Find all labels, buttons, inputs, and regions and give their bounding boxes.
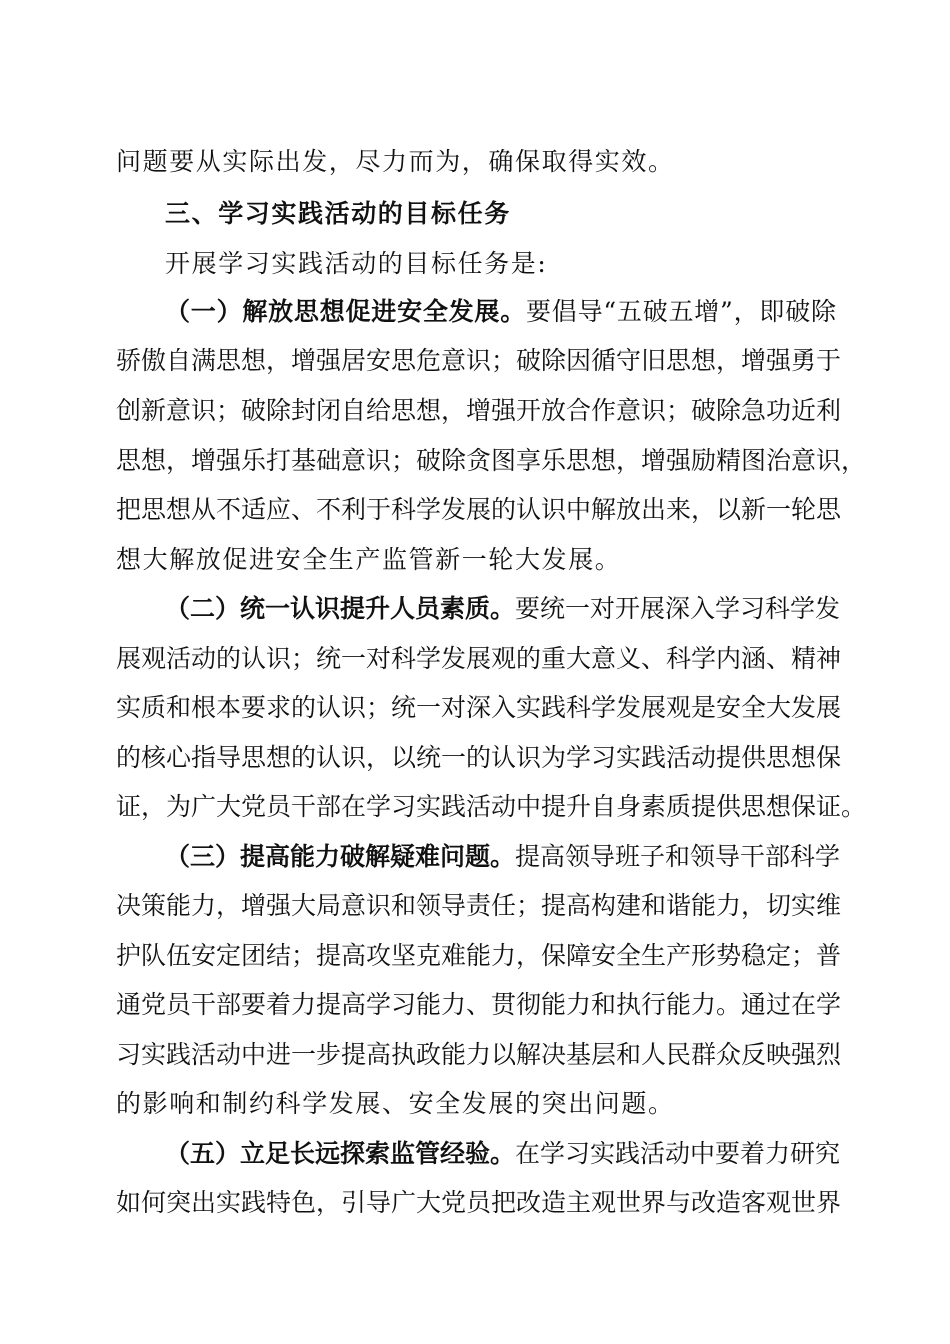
paragraph-line: [116, 890, 842, 922]
paragraph-line: [116, 1187, 842, 1219]
paragraph-line: [116, 395, 842, 427]
paragraph-line: [116, 940, 842, 972]
line-text: 问题要从实际出发，尽力而为，确保取得实效。: [116, 147, 675, 176]
line-text: 习实践活动中进一步提高执政能力以解决基层和人民群众反映强烈: [116, 1040, 842, 1069]
paragraph-line: [116, 742, 842, 774]
line-text: 证，为广大党员干部在学习实践活动中提升自身素质提供思想保证。: [116, 792, 867, 821]
line-text: 思想，增强乐打基础意识；破除贪图享乐思想，增强励精图治意识，: [116, 446, 867, 475]
heading-text: 三、学习实践活动的目标任务: [165, 199, 511, 228]
line-text: 在学习实践活动中要着力研究: [515, 1139, 841, 1168]
paragraph-line: [116, 1039, 842, 1071]
paragraph-line: [116, 494, 842, 526]
item-heading: （一）解放思想促进安全发展。: [165, 297, 526, 326]
paragraph-line: [116, 1088, 836, 1120]
paragraph-line: [116, 445, 867, 477]
item-first-line: [165, 593, 841, 625]
line-text: 想大解放促进安全生产监管新一轮大发展。: [116, 545, 622, 574]
item-heading: （五）立足长远探索监管经验。: [165, 1139, 516, 1168]
line-text: 开展学习实践活动的目标任务是:: [165, 249, 548, 278]
paragraph-line: [165, 248, 836, 280]
line-text: 护队伍安定团结；提高攻坚克难能力，保障安全生产形势稳定；普: [116, 941, 842, 970]
paragraph-line: [116, 692, 842, 724]
line-text: 提高领导班子和领导干部科学: [515, 842, 841, 871]
line-text: 决策能力，增强大局意识和领导责任；提高构建和谐能力，切实维: [116, 891, 842, 920]
item-first-line: [165, 841, 841, 873]
item-first-line: [165, 296, 836, 328]
line-text: 要倡导“五破五增”，即破除: [526, 297, 836, 326]
line-text: 通党员干部要着力提高学习能力、贯彻能力和执行能力。通过在学: [116, 990, 842, 1019]
line-text: 要统一对开展深入学习科学发: [515, 594, 841, 623]
paragraph-line: [116, 643, 842, 675]
line-text: 如何突出实践特色，引导广大党员把改造主观世界与改造客观世界: [116, 1188, 842, 1217]
paragraph-line: [116, 146, 836, 178]
line-text: 把思想从不适应、不利于科学发展的认识中解放出来，以新一轮思: [116, 495, 842, 524]
item-heading: （三）提高能力破解疑难问题。: [165, 842, 516, 871]
line-text: 骄傲自满思想，增强居安思危意识；破除因循守旧思想，增强勇于: [116, 346, 842, 375]
paragraph-line: [116, 544, 836, 576]
section-heading: [165, 198, 836, 230]
line-text: 展观活动的认识；统一对科学发展观的重大意义、科学内涵、精神: [116, 644, 842, 673]
item-first-line: [165, 1138, 841, 1170]
line-text: 的核心指导思想的认识，以统一的认识为学习实践活动提供思想保: [116, 743, 842, 772]
item-heading: （二）统一认识提升人员素质。: [165, 594, 516, 623]
line-text: 创新意识；破除封闭自给思想，增强开放合作意识；破除急功近利: [116, 396, 842, 425]
paragraph-line: [116, 791, 867, 823]
line-text: 实质和根本要求的认识；统一对深入实践科学发展观是安全大发展: [116, 693, 842, 722]
paragraph-line: [116, 989, 842, 1021]
line-text: 的影响和制约科学发展、安全发展的突出问题。: [116, 1089, 675, 1118]
paragraph-line: [116, 345, 842, 377]
